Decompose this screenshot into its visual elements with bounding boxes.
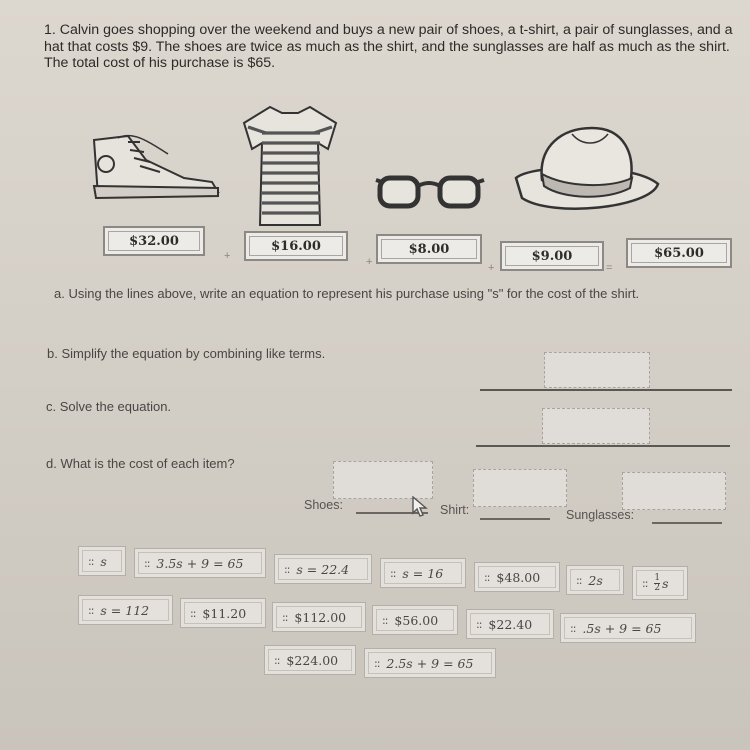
shoes-cost-drop-zone[interactable] bbox=[333, 461, 433, 499]
sunglasses-answer-line bbox=[652, 522, 722, 524]
plus-sign: + bbox=[488, 262, 495, 274]
shirt-cost-drop-zone[interactable] bbox=[473, 469, 567, 507]
drag-tile[interactable]: :: s = 16 bbox=[380, 558, 466, 588]
drag-tile[interactable]: :: 3.5s + 9 = 65 bbox=[134, 548, 266, 578]
question-d: d. What is the cost of each item? bbox=[46, 456, 235, 471]
drag-handle-icon: :: bbox=[274, 653, 280, 667]
striped-tshirt-icon bbox=[240, 103, 340, 228]
question-b: b. Simplify the equation by combining like terms. bbox=[47, 346, 326, 361]
sunglasses-cost-drop-zone[interactable] bbox=[622, 472, 726, 510]
drag-tile[interactable]: :: $22.40 bbox=[466, 609, 554, 639]
drag-handle-icon: :: bbox=[88, 554, 94, 568]
drag-handle-icon: :: bbox=[642, 576, 648, 590]
simplified-equation-drop-zone[interactable] bbox=[544, 352, 650, 388]
sunglasses-amount-box[interactable]: $8.00 bbox=[376, 234, 482, 264]
drag-handle-icon: :: bbox=[382, 613, 388, 627]
hat-amount-box[interactable]: $9.00 bbox=[500, 241, 604, 271]
question-c: c. Solve the equation. bbox=[46, 399, 172, 414]
drag-handle-icon: :: bbox=[390, 566, 396, 580]
shoes-amount-box[interactable]: $32.00 bbox=[103, 226, 205, 256]
drag-handle-icon: :: bbox=[144, 556, 150, 570]
drag-tile[interactable]: :: $112.00 bbox=[272, 602, 366, 632]
drag-handle-icon: :: bbox=[570, 621, 576, 635]
drag-handle-icon: :: bbox=[576, 573, 582, 587]
drag-tile[interactable]: :: $56.00 bbox=[372, 605, 458, 635]
drag-tile[interactable]: :: 2.5s + 9 = 65 bbox=[364, 648, 496, 678]
drag-tile[interactable]: :: $11.20 bbox=[180, 598, 266, 628]
sneaker-icon bbox=[88, 130, 223, 202]
drag-tile[interactable]: :: $48.00 bbox=[474, 562, 560, 592]
solution-drop-zone[interactable] bbox=[542, 408, 650, 444]
sunglasses-label: Sunglasses: bbox=[566, 508, 635, 522]
drag-handle-icon: :: bbox=[282, 610, 288, 624]
drag-tile[interactable]: :: 2s bbox=[566, 565, 624, 595]
drag-tile[interactable]: :: .5s + 9 = 65 bbox=[560, 613, 696, 643]
equals-sign: = bbox=[606, 262, 613, 274]
drag-handle-icon: :: bbox=[374, 656, 380, 670]
total-amount-box[interactable]: $65.00 bbox=[626, 238, 732, 268]
mouse-cursor-icon bbox=[412, 496, 428, 518]
drag-tile[interactable]: :: $\frac{1}{2}$ s bbox=[632, 566, 688, 600]
answer-line-c bbox=[476, 445, 730, 447]
drag-handle-icon: :: bbox=[476, 617, 482, 631]
drag-handle-icon: :: bbox=[484, 570, 490, 584]
drag-handle-icon: :: bbox=[190, 606, 196, 620]
shirt-answer-line bbox=[480, 518, 550, 520]
question-a: a. Using the lines above, write an equation to represent his purchase using "s" for the cost of the shirt. bbox=[54, 286, 640, 301]
shirt-amount-box[interactable]: $16.00 bbox=[244, 231, 348, 261]
problem-statement: 1. Calvin goes shopping over the weekend and buys a new pair of shoes, a t-shirt, a pair of sunglasses, and a hat that costs $9. The shoes are twice as much as the shirt, and the sunglasses are half as much as the shirt. The total cost of his purchase is $65. bbox=[44, 22, 733, 71]
answer-line-b bbox=[480, 389, 732, 391]
sunglasses-icon bbox=[374, 168, 486, 214]
shoes-label: Shoes: bbox=[304, 498, 343, 512]
plus-sign: + bbox=[224, 250, 231, 262]
drag-handle-icon: :: bbox=[88, 603, 94, 617]
drag-tile[interactable]: :: s = 112 bbox=[78, 595, 173, 625]
drag-tile[interactable]: :: $224.00 bbox=[264, 645, 356, 675]
plus-sign: + bbox=[366, 256, 373, 268]
drag-handle-icon: :: bbox=[284, 562, 290, 576]
drag-tile[interactable]: :: s bbox=[78, 546, 126, 576]
shirt-label: Shirt: bbox=[440, 503, 470, 517]
fedora-hat-icon bbox=[512, 124, 662, 224]
drag-tile[interactable]: :: s = 22.4 bbox=[274, 554, 372, 584]
